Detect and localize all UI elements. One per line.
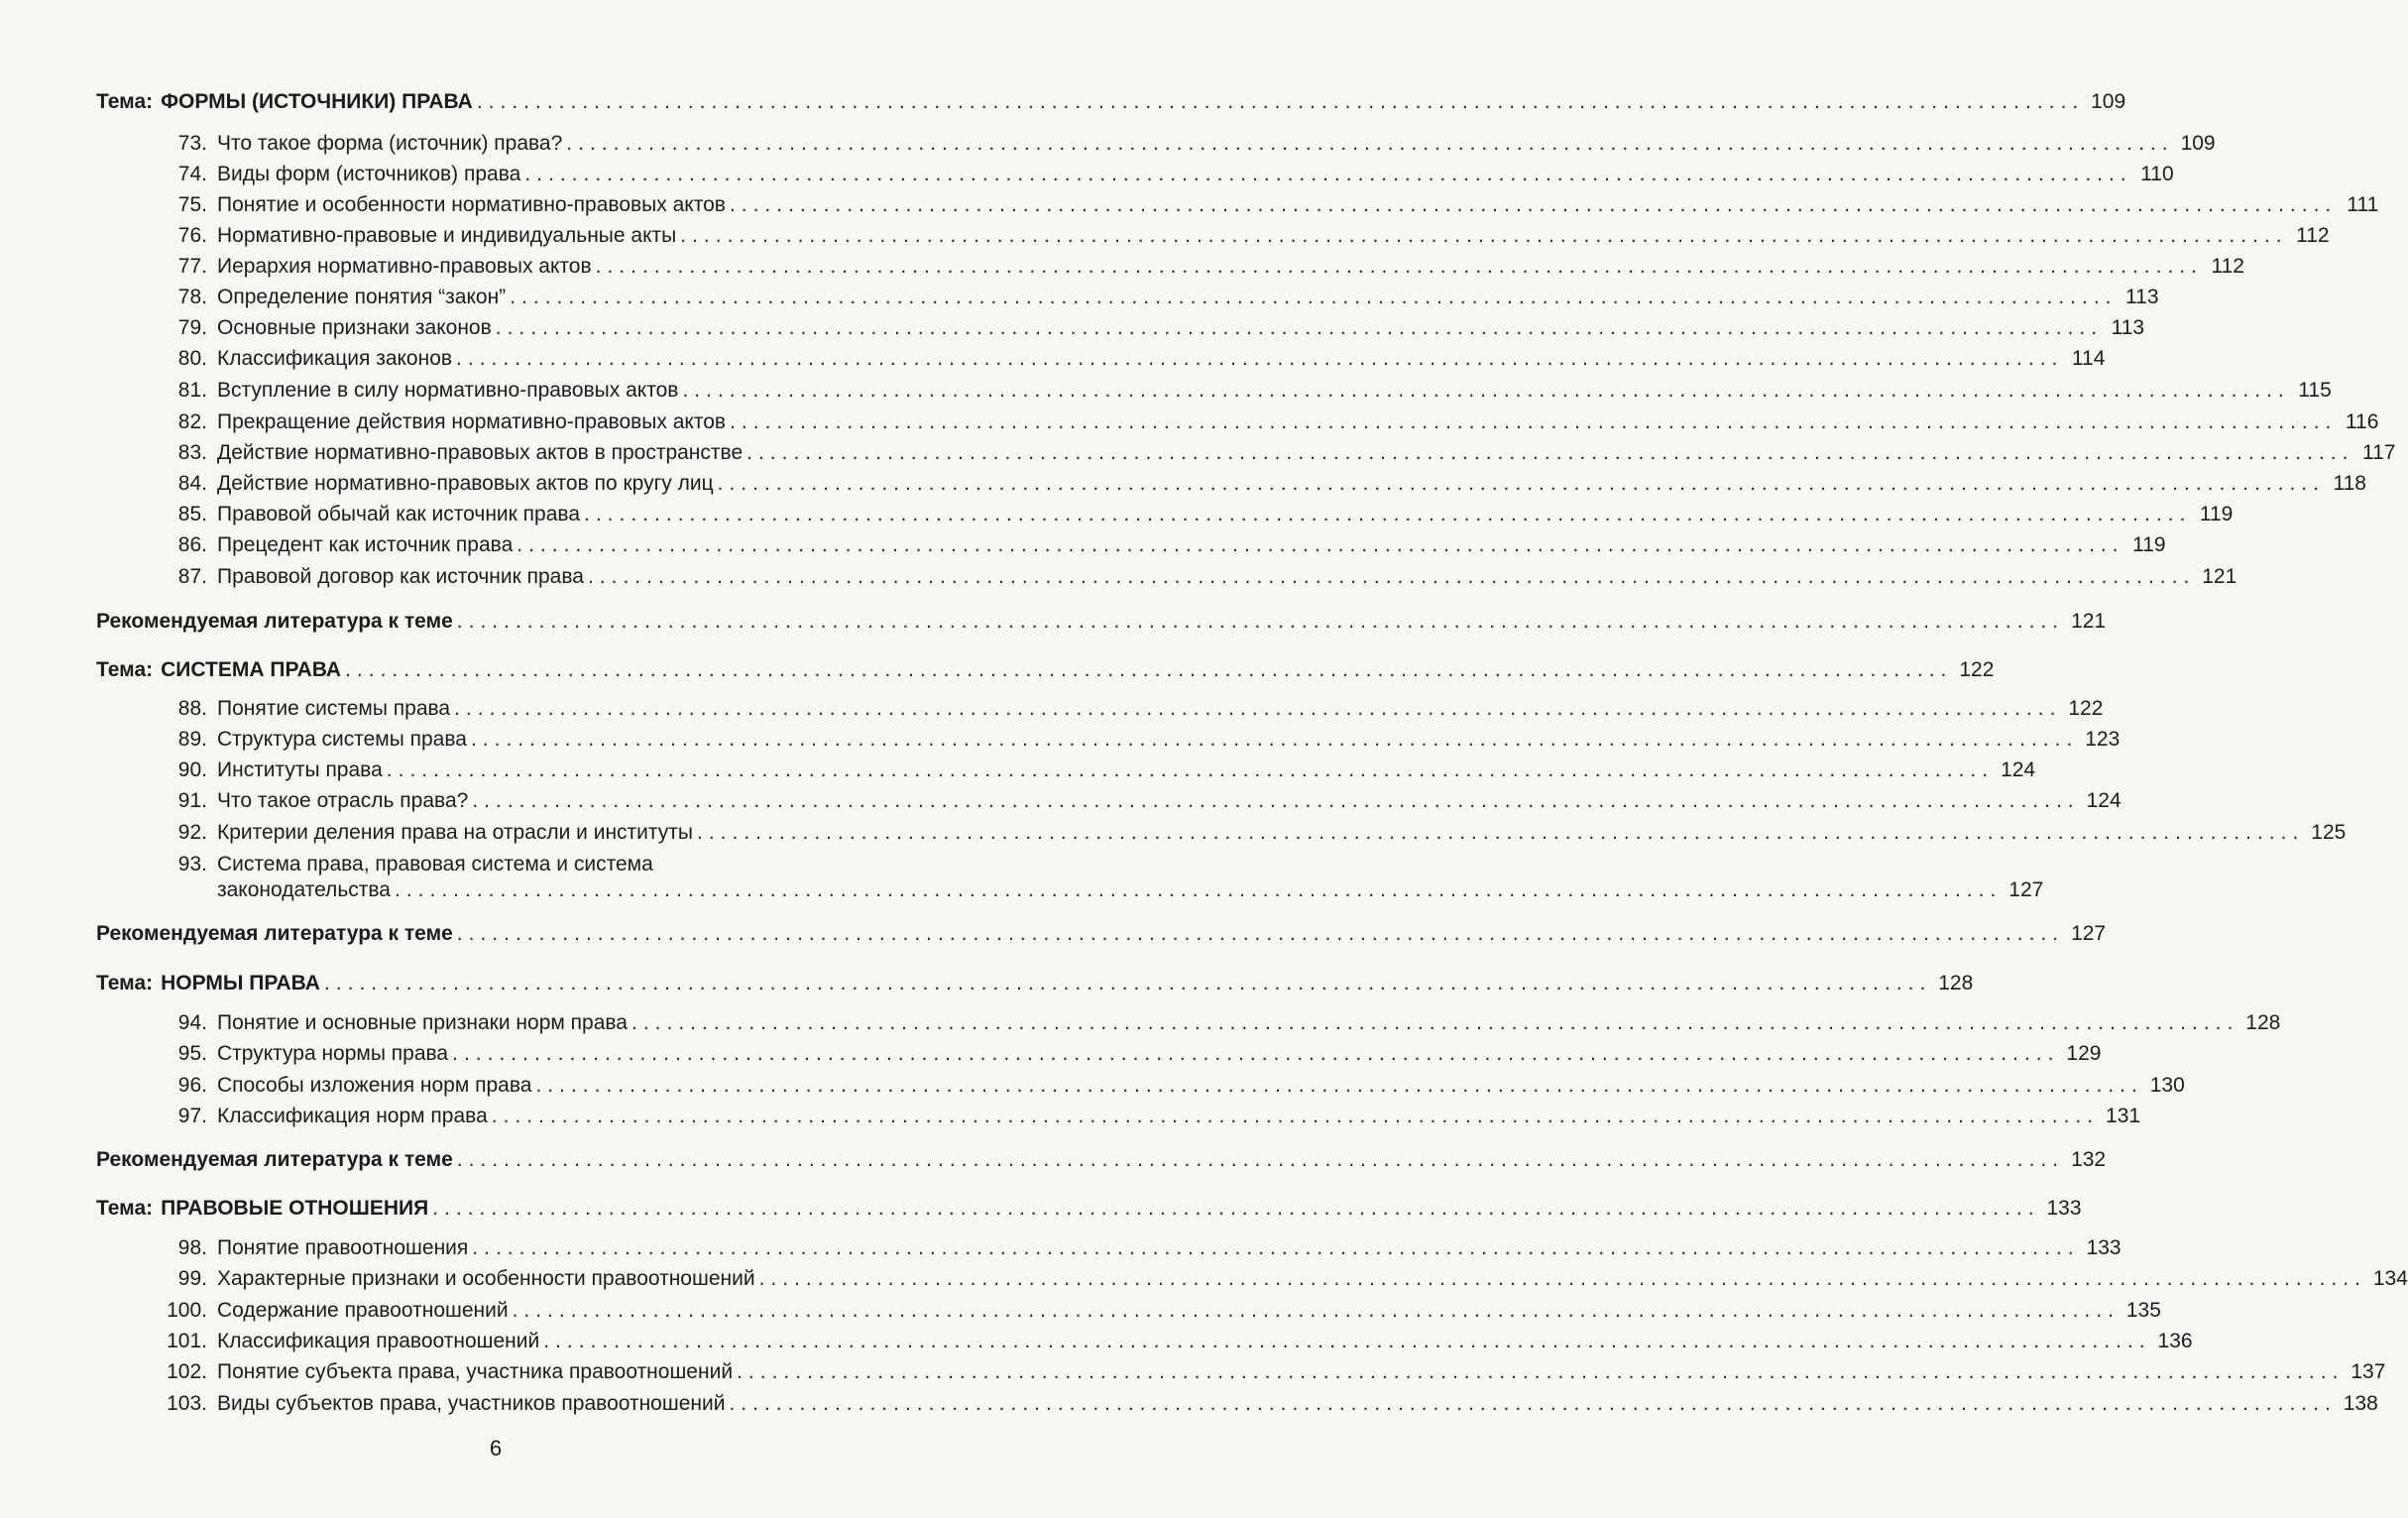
toc-entry[interactable] [149, 758, 2036, 783]
entry-title: Классификация правоотношений [217, 1330, 540, 1352]
page-ref: 119 [2132, 533, 2166, 556]
toc-entry[interactable] [149, 223, 2330, 249]
toc-entry[interactable] [149, 131, 2216, 157]
dot-leader: ......................................................................................................................................... [587, 565, 2196, 588]
toc-entry[interactable] [149, 696, 2104, 722]
toc-entry[interactable] [149, 162, 2174, 187]
dot-leader: ......................................................................................................................................... [729, 1392, 2337, 1415]
entry-title: Классификация законов [217, 347, 453, 370]
toc-entry[interactable] [149, 1235, 2121, 1261]
page-ref: 111 [2347, 193, 2379, 216]
toc-theme-heading[interactable] [96, 89, 2126, 115]
page-ref: 112 [2296, 224, 2330, 247]
toc-entry[interactable] [149, 788, 2121, 814]
page-ref: 114 [2071, 347, 2106, 370]
toc-theme-heading[interactable] [96, 971, 1974, 996]
entry-number: 94. [177, 1011, 207, 1034]
entry-number: 77. [177, 255, 207, 278]
dot-leader: ......................................................................................................................................... [524, 163, 2132, 185]
toc-entry[interactable] [149, 1329, 2193, 1354]
page-ref: 124 [2001, 759, 2036, 781]
entry-title: Понятие правоотношения [217, 1236, 469, 1259]
dot-leader: ......................................................................................................................................... [454, 697, 2062, 720]
literature-title: Рекомендуемая литература к теме [96, 922, 453, 945]
dot-leader: ......................................................................................................................................... [746, 441, 2354, 464]
page-ref: 118 [2333, 472, 2366, 495]
toc-entry[interactable] [149, 1391, 2378, 1417]
entry-title: Прекращение действия нормативно-правовых актов [217, 410, 727, 433]
entry-number: 86. [177, 533, 207, 556]
entry-number: 93. [177, 853, 207, 876]
entry-title: Иерархия нормативно-правовых актов [217, 255, 592, 278]
entry-number: 76. [177, 224, 207, 247]
toc-entry[interactable] [149, 346, 2106, 372]
page-ref: 124 [2086, 789, 2121, 812]
page-ref: 131 [2106, 1105, 2141, 1127]
dot-leader: ......................................................................................................................................... [323, 972, 1932, 994]
page-ref: 132 [2071, 1148, 2107, 1171]
dot-leader: ......................................................................................................................................... [730, 410, 2338, 433]
entry-number: 92. [177, 821, 207, 844]
page-ref: 133 [2086, 1236, 2121, 1259]
toc-entry[interactable] [149, 285, 2159, 310]
entry-title: Способы изложения норм права [217, 1074, 532, 1097]
toc-entry[interactable] [149, 471, 2366, 497]
entry-title: Структура системы права [217, 728, 467, 751]
dot-leader: ......................................................................................................................................... [680, 224, 2288, 247]
entry-number: 73. [177, 132, 207, 155]
entry-title: Нормативно-правовые и индивидуальные акты [217, 224, 677, 247]
toc-entry[interactable] [149, 409, 2379, 435]
entry-number: 100. [167, 1299, 207, 1322]
toc-entry[interactable] [149, 378, 2332, 404]
toc-theme-heading[interactable] [96, 1196, 2082, 1222]
page-ref: 123 [2085, 728, 2121, 751]
page-ref: 128 [2245, 1011, 2281, 1034]
toc-literature[interactable] [96, 1147, 2107, 1173]
entry-number: 84. [177, 472, 207, 495]
entry-number: 89. [177, 728, 207, 751]
entry-title: Критерии деления права на отрасли и институты [217, 821, 693, 844]
toc-theme-heading[interactable] [96, 657, 1995, 683]
toc-entry[interactable] [149, 254, 2244, 280]
dot-leader: ......................................................................................................................................... [737, 1360, 2345, 1383]
dot-leader: ......................................................................................................................................... [595, 255, 2203, 278]
dot-leader: ......................................................................................................................................... [345, 658, 1953, 681]
entry-title: Действие нормативно-правовых актов в пространстве [217, 441, 744, 464]
toc-entry[interactable] [149, 852, 2044, 903]
entry-title-continuation [217, 877, 2043, 903]
entry-number: 74. [177, 163, 207, 185]
page-ref: 129 [2066, 1042, 2102, 1065]
literature-title: Рекомендуемая литература к теме [96, 610, 453, 633]
dot-leader: ......................................................................................................................................... [476, 90, 2085, 113]
toc-entry[interactable] [149, 502, 2234, 527]
page-ref: 109 [2091, 90, 2126, 113]
dot-leader: ......................................................................................................................................... [516, 533, 2124, 556]
dot-leader: ......................................................................................................................................... [386, 759, 1995, 781]
theme-title: СИСТЕМА ПРАВА [161, 658, 342, 681]
page-ref: 121 [2071, 610, 2107, 633]
dot-leader: ......................................................................................................................................... [535, 1074, 2143, 1097]
entry-title: Правовой договор как источник права [217, 565, 584, 588]
entry-title-line2: законодательства [217, 878, 391, 901]
dot-leader: ......................................................................................................................................... [696, 821, 2305, 844]
entry-title: Характерные признаки и особенности правоотношений [217, 1267, 755, 1290]
entry-number: 91. [177, 789, 207, 812]
entry-number: 103. [167, 1392, 207, 1415]
toc-entry[interactable] [149, 1104, 2141, 1129]
entry-number: 87. [177, 565, 207, 588]
entry-title: Определение понятия “закон” [217, 286, 507, 308]
entry-number: 99. [177, 1267, 207, 1290]
page-ref: 119 [2199, 503, 2234, 525]
entry-title: Что такое форма (источник) права? [217, 132, 563, 155]
entry-number: 75. [177, 193, 207, 216]
toc-entry[interactable] [149, 820, 2347, 846]
page-ref: 113 [2125, 286, 2159, 308]
entry-title: Институты права [217, 759, 383, 781]
page-number: 6 [489, 1436, 503, 1460]
entry-title: Классификация норм права [217, 1105, 488, 1127]
dot-leader: ......................................................................................................................................... [510, 286, 2118, 308]
entry-title: Виды форм (источников) права [217, 163, 521, 185]
dot-leader: ......................................................................................................................................... [470, 728, 2079, 751]
theme-title: ПРАВОВЫЕ ОТНОШЕНИЯ [161, 1197, 429, 1220]
entry-number: 90. [177, 759, 207, 781]
page-ref: 122 [1959, 658, 1995, 681]
dot-leader: ......................................................................................................................................... [512, 1299, 2120, 1322]
toc-entry[interactable] [149, 440, 2396, 466]
entry-number: 78. [177, 286, 207, 308]
entry-number: 98. [177, 1236, 207, 1259]
dot-leader: ......................................................................................................................................... [584, 503, 2192, 525]
toc-literature[interactable] [96, 921, 2107, 947]
page-ref: 116 [2345, 410, 2379, 433]
page-ref: 138 [2343, 1392, 2378, 1415]
dot-leader: ......................................................................................................................................... [472, 1236, 2080, 1259]
entry-number: 97. [177, 1105, 207, 1127]
toc-entry[interactable] [149, 1266, 2408, 1292]
toc-entry[interactable] [149, 532, 2166, 558]
dot-leader: ......................................................................................................................................... [456, 1148, 2065, 1171]
dot-leader: ......................................................................................................................................... [456, 347, 2064, 370]
toc-entry[interactable] [149, 1010, 2281, 1036]
page-ref: 134 [2372, 1267, 2408, 1290]
toc-entry[interactable] [149, 1073, 2185, 1099]
page-ref: 113 [2111, 316, 2145, 339]
entry-number: 81. [177, 379, 207, 402]
toc-entry[interactable] [149, 192, 2379, 218]
entry-number: 85. [177, 503, 207, 525]
dot-leader: ......................................................................................................................................... [456, 922, 2065, 945]
dot-leader: ......................................................................................................................................... [432, 1197, 2040, 1220]
entry-title: Что такое отрасль права? [217, 789, 469, 812]
theme-prefix: Тема: [96, 90, 154, 113]
dot-leader: ......................................................................................................................................... [682, 379, 2290, 402]
page-ref: 125 [2311, 821, 2347, 844]
entry-number: 80. [177, 347, 207, 370]
page-ref: 136 [2157, 1330, 2193, 1352]
dot-leader: ......................................................................................................................................... [758, 1267, 2366, 1290]
toc-entry[interactable] [149, 1359, 2386, 1385]
entry-title: Понятие и особенности нормативно-правовых актов [217, 193, 726, 216]
theme-prefix: Тема: [96, 1197, 154, 1220]
theme-prefix: Тема: [96, 658, 154, 681]
page-ref: 127 [2071, 922, 2107, 945]
theme-title: НОРМЫ ПРАВА [161, 972, 320, 994]
page-ref: 135 [2125, 1299, 2161, 1322]
dot-leader: ......................................................................................................................................... [491, 1105, 2100, 1127]
page-ref: 121 [2202, 565, 2237, 588]
toc-entry[interactable] [149, 1298, 2161, 1324]
dot-leader: ......................................................................................................................................... [456, 610, 2065, 633]
theme-prefix: Тема: [96, 972, 154, 994]
literature-title: Рекомендуемая литература к теме [96, 1148, 453, 1171]
entry-number: 79. [177, 316, 207, 339]
entry-number: 95. [177, 1042, 207, 1065]
page-ref: 128 [1938, 972, 1974, 994]
entry-title: Прецедент как источник права [217, 533, 514, 556]
page-ref: 122 [2068, 697, 2104, 720]
entry-title-block [217, 852, 2043, 903]
page-ref: 115 [2298, 379, 2332, 402]
entry-number: 88. [177, 697, 207, 720]
page-ref: 117 [2361, 441, 2396, 464]
entry-title: Виды субъектов права, участников правоотношений [217, 1392, 726, 1415]
toc-literature[interactable] [96, 609, 2107, 635]
toc-entry[interactable] [149, 727, 2121, 753]
dot-leader: ......................................................................................................................................... [472, 789, 2080, 812]
toc-entry[interactable] [149, 1041, 2102, 1067]
entry-title: Содержание правоотношений [217, 1299, 509, 1322]
page-ref: 137 [2351, 1360, 2386, 1383]
entry-title: Понятие и основные признаки норм права [217, 1011, 628, 1034]
entry-title: Правовой обычай как источник права [217, 503, 581, 525]
dot-leader: ......................................................................................................................................... [543, 1330, 2151, 1352]
entry-title: Понятие субъекта права, участника правоотношений [217, 1360, 734, 1383]
entry-number: 82. [177, 410, 207, 433]
dot-leader: ......................................................................................................................................... [729, 193, 2338, 216]
dot-leader: ......................................................................................................................................... [717, 472, 2325, 495]
entry-title: Система права, правовая система и система [217, 853, 653, 876]
toc-entry[interactable] [149, 564, 2237, 590]
entry-number: 83. [177, 441, 207, 464]
entry-number: 102. [167, 1360, 207, 1383]
page-ref: 133 [2046, 1197, 2082, 1220]
entry-title: Структура нормы права [217, 1042, 449, 1065]
entry-title: Основные признаки законов [217, 316, 492, 339]
page-ref: 127 [2008, 878, 2044, 901]
entry-title: Понятие системы права [217, 697, 451, 720]
dot-leader: ......................................................................................................................................... [566, 132, 2174, 155]
page-ref: 112 [2211, 255, 2244, 278]
page-ref: 130 [2149, 1074, 2185, 1097]
entry-number: 101. [167, 1330, 207, 1352]
page-ref: 109 [2180, 132, 2216, 155]
page-ref: 110 [2140, 163, 2174, 185]
dot-leader: ......................................................................................................................................... [495, 316, 2104, 339]
dot-leader: ......................................................................................................................................... [394, 878, 2003, 901]
entry-title: Действие нормативно-правовых актов по кругу лиц [217, 472, 714, 495]
entry-number: 96. [177, 1074, 207, 1097]
dot-leader: ......................................................................................................................................... [452, 1042, 2060, 1065]
toc-entry[interactable] [149, 315, 2145, 341]
entry-title: Вступление в силу нормативно-правовых актов [217, 379, 679, 402]
dot-leader: ......................................................................................................................................... [631, 1011, 2239, 1034]
theme-title: ФОРМЫ (ИСТОЧНИКИ) ПРАВА [161, 90, 473, 113]
